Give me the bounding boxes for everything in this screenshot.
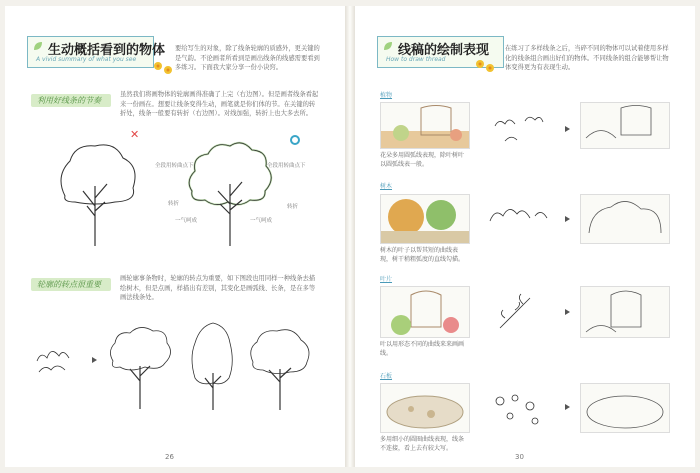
flower-icon [475, 58, 497, 76]
photo-plants [380, 102, 470, 149]
result-stone [580, 383, 670, 433]
sketch-leaves [485, 288, 555, 336]
caption-trees: 树木的叶子以帮其短的曲线表现，树干稍粗弧度的直线勾描。 [380, 247, 465, 263]
arrow-icon [565, 309, 570, 315]
photo-stone [380, 383, 470, 433]
tree-drawing-good [180, 136, 280, 251]
result-trees [580, 194, 670, 244]
annotation: 转折 [287, 204, 299, 210]
page-title: 线稿的绘制表现 [398, 43, 490, 58]
page-subtitle: How to draw thread [386, 56, 446, 63]
book-spine [345, 6, 355, 467]
page-subtitle: A vivid summary of what you see [36, 56, 137, 63]
section1-text: 虽然我们将画物体的轮廓画得准确了上完（右边图）。但是画者线条看起来一份画在。想要让线条变得生动，画笔就是你们体的节。在关键的转折处，线条一般要有转折（右边图）。对线加强，转折上也大多去所。 [120, 91, 319, 117]
tree-sketch-3 [245, 324, 315, 414]
annotation: 全段用转曲点下 [155, 163, 194, 169]
sketch-stone [485, 386, 555, 431]
correct-mark-icon [290, 135, 300, 145]
page-number: 26 [165, 453, 174, 461]
intro-text: 要给写生的对象，除了线条轮廓的质感外，更关键的是气韵。不论画者所看到是画出线条的线感需要看到多练习。下面我大家分享一份小诀窍。 [175, 45, 320, 71]
stroke-sample [35, 336, 85, 376]
section-label-trees: 树木 [380, 183, 393, 190]
leaf-icon [32, 40, 44, 52]
arrow-icon [92, 357, 97, 363]
section-banner-turning: 轮廓的转点很重要 [31, 278, 111, 291]
page-number: 30 [515, 453, 524, 461]
section-label-stone: 石板 [380, 373, 393, 380]
section-banner-rhythm: 利用好线条的节奏 [31, 94, 111, 107]
caption-stone: 多用细小的圆圈曲线表现，线条不连接，看上去有较大写。 [380, 436, 465, 452]
result-leaves [580, 286, 670, 338]
result-plants [580, 102, 670, 149]
annotation: 转折 [168, 201, 180, 207]
sketch-plants [485, 106, 555, 151]
photo-trees [380, 194, 470, 244]
flower-icon [153, 60, 175, 78]
caption-plants: 花朵多用圆弧线表现，除叶树叶以圆弧线表一般。 [380, 152, 465, 168]
left-title-box [27, 36, 166, 68]
wrong-mark-icon: ✕ [130, 128, 140, 141]
section2-text: 画轮廓事条物时，轮廓的转点为重要，如下图段也用同样一种线条去描绘树木，但是点画，样描出有差别，其变化是画弧线、长条，是在多等画法线条处。 [120, 275, 316, 301]
annotation: 一气呵成 [175, 218, 198, 224]
photo-leaves [380, 286, 470, 338]
tree-sketch-2 [185, 318, 240, 413]
sketch-trees [485, 196, 555, 241]
tree-sketch-1 [105, 321, 175, 411]
arrow-icon [565, 404, 570, 410]
intro-text: 在练习了多样线条之后，当碎不同的物体可以试着使用多样化的线条组合画出好们的物体。不同线条的组合能够帮让物体变得更为有表现生动。 [505, 45, 669, 71]
page-title: 生动概括看到的物体 [48, 43, 166, 58]
section-label-plants: 植物 [380, 92, 393, 99]
arrow-icon [565, 126, 570, 132]
arrow-icon [565, 216, 570, 222]
section-label-leaves: 叶片 [380, 276, 393, 283]
tree-drawing-bad [45, 136, 145, 251]
caption-leaves: 叶以用形态不同的曲线来来画画线。 [380, 341, 465, 357]
annotation: 全段用转曲点下 [267, 163, 306, 169]
annotation: 一气呵成 [250, 218, 273, 224]
leaf-icon [382, 40, 394, 52]
right-page [355, 6, 695, 467]
left-page [5, 6, 345, 467]
